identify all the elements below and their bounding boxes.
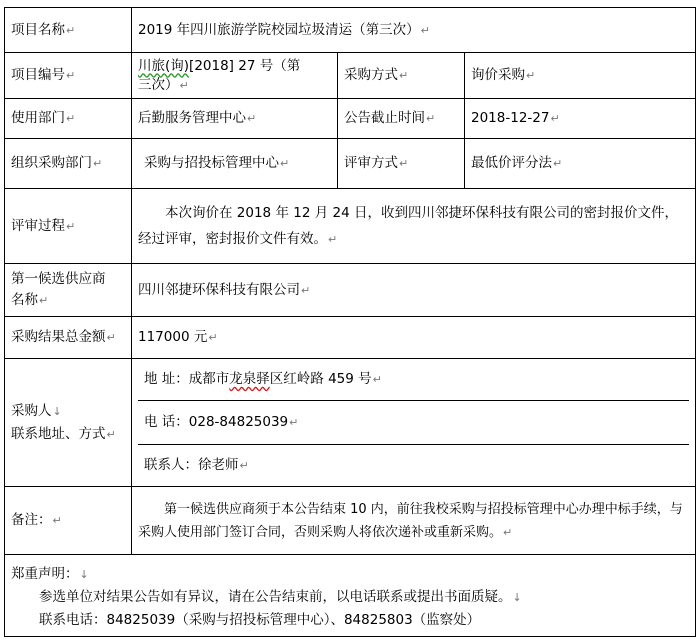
label-cell bbox=[5, 139, 132, 189]
declaration-text1: 参选单位对结果公告如有异议，请在公告结束前，以电话联系或提出书面质疑。 bbox=[39, 589, 512, 605]
phone-value: 电 话：028-84825039 bbox=[144, 414, 289, 430]
label-cell bbox=[338, 53, 465, 99]
paragraph-mark-icon: ↵ bbox=[553, 157, 563, 170]
declaration-text2: 联系电话：84825039（采购与招投标管理中心）、84825803（监察处） bbox=[39, 612, 481, 628]
department-label: 使用部门 bbox=[11, 110, 65, 126]
method-value: 询价采购 bbox=[471, 67, 525, 83]
supplier-label-line2: 名称 bbox=[11, 292, 38, 308]
row-amount bbox=[5, 317, 696, 359]
organizer-label: 组织采购部门 bbox=[11, 155, 92, 171]
supplier-label-line1: 第一候选供应商 bbox=[11, 271, 106, 287]
declaration-cell bbox=[5, 555, 696, 637]
value-cell bbox=[465, 99, 696, 139]
review-method-label: 评审方式 bbox=[344, 155, 398, 171]
deadline-label: 公告截止时间 bbox=[344, 110, 425, 126]
paragraph-mark-icon: ↵ bbox=[328, 232, 338, 246]
amount-value: 117000 元 bbox=[138, 329, 208, 345]
row-review-process bbox=[5, 189, 696, 264]
paragraph-mark-icon: ↵ bbox=[106, 427, 116, 441]
value-cell bbox=[132, 487, 696, 555]
paragraph-mark-icon: ↵ bbox=[247, 112, 257, 125]
value-cell bbox=[132, 139, 338, 189]
address-prefix: 地 址：成都市 bbox=[144, 371, 230, 387]
row-remark bbox=[5, 487, 696, 555]
declaration-line1 bbox=[11, 586, 689, 609]
paragraph-mark-icon: ↵ bbox=[301, 283, 311, 297]
row-project-name bbox=[5, 8, 696, 53]
remark-label: 备注： bbox=[11, 512, 52, 528]
review-process-value: 本次询价在 2018 年 12 月 24 日，收到四川邻捷环保科技有限公司的密封报价文件，经过评审，密封报价文件有效。 bbox=[138, 204, 678, 247]
address-line bbox=[138, 359, 689, 400]
label-cell bbox=[338, 139, 465, 189]
paragraph-mark-icon: ↵ bbox=[372, 373, 382, 386]
value-cell bbox=[465, 53, 696, 99]
row-project-no bbox=[5, 53, 696, 99]
paragraph-mark-icon: ↵ bbox=[66, 112, 76, 125]
review-process-label: 评审过程 bbox=[11, 217, 65, 234]
amount-label: 采购结果总金额 bbox=[11, 329, 106, 345]
paragraph-mark-icon: ↵ bbox=[289, 416, 299, 429]
paragraph-mark-icon: ↵ bbox=[503, 525, 513, 539]
label-cell bbox=[5, 99, 132, 139]
paragraph-mark-icon: ↵ bbox=[66, 219, 76, 233]
person-value: 联系人：徐老师 bbox=[144, 457, 239, 473]
label-cell bbox=[5, 487, 132, 555]
label-cell bbox=[5, 53, 132, 99]
review-method-value: 最低价评分法 bbox=[471, 155, 552, 171]
line-break-icon: ↓ bbox=[52, 404, 62, 418]
contact-subcells bbox=[132, 359, 696, 487]
paragraph-mark-icon: ↵ bbox=[93, 157, 103, 170]
paragraph-mark-icon: ↵ bbox=[179, 78, 189, 92]
phone-line bbox=[138, 400, 689, 444]
contact-label-line1: 采购人 bbox=[11, 402, 52, 419]
label-cell bbox=[5, 317, 132, 359]
value-cell bbox=[132, 264, 696, 317]
project-no-line2: 三次） bbox=[138, 76, 179, 93]
paragraph-mark-icon: ↵ bbox=[399, 157, 409, 170]
declaration-line2 bbox=[11, 609, 689, 631]
project-name-label: 项目名称 bbox=[11, 21, 65, 38]
label-cell bbox=[338, 99, 465, 139]
organizer-value: 采购与招投标管理中心 bbox=[144, 155, 279, 171]
contact-label-line2: 联系地址、方式 bbox=[11, 425, 106, 442]
paragraph-mark-icon: ↵ bbox=[239, 459, 249, 472]
paragraph-mark-icon: ↵ bbox=[208, 331, 218, 344]
paragraph-mark-icon: ↵ bbox=[66, 23, 76, 37]
project-no-rest: [2018] 27 号（第 bbox=[189, 57, 301, 74]
label-cell bbox=[5, 264, 132, 317]
label-cell bbox=[5, 8, 132, 53]
line-break-icon: ↓ bbox=[512, 591, 522, 604]
department-value: 后勤服务管理中心 bbox=[138, 110, 246, 126]
line-break-icon: ↓ bbox=[79, 568, 89, 581]
row-department bbox=[5, 99, 696, 139]
value-cell bbox=[465, 139, 696, 189]
project-name-value: 2019 年四川旅游学院校园垃圾清运（第三次） bbox=[138, 21, 420, 38]
remark-value: 第一候选供应商须于本公告结束 10 内，前往我校采购与招投标管理中心办理中标手续，与采购人使用部门签订合同，否则采购人将依次递补或重新采购。 bbox=[138, 501, 683, 540]
paragraph-mark-icon: ↵ bbox=[550, 112, 560, 125]
project-no-prefix: 川旅(询) bbox=[138, 57, 190, 74]
project-no-label: 项目编号 bbox=[11, 67, 65, 83]
row-organizer bbox=[5, 139, 696, 189]
label-cell bbox=[5, 189, 132, 264]
address-rest: 区红岭路 459 号 bbox=[269, 371, 372, 387]
paragraph-mark-icon: ↵ bbox=[526, 69, 536, 82]
value-cell bbox=[132, 53, 338, 99]
deadline-value: 2018-12-27 bbox=[471, 110, 550, 126]
value-cell bbox=[132, 189, 696, 264]
row-supplier bbox=[5, 264, 696, 317]
procurement-result-table bbox=[4, 7, 696, 637]
value-cell bbox=[132, 317, 696, 359]
paragraph-mark-icon: ↵ bbox=[420, 23, 430, 37]
method-label: 采购方式 bbox=[344, 67, 398, 83]
row-contact bbox=[5, 359, 696, 487]
paragraph-mark-icon: ↵ bbox=[399, 69, 409, 82]
value-cell bbox=[132, 99, 338, 139]
address-district: 龙泉驿 bbox=[229, 371, 270, 387]
person-line bbox=[138, 444, 689, 486]
value-cell bbox=[132, 8, 696, 53]
supplier-value: 四川邻捷环保科技有限公司 bbox=[138, 281, 300, 298]
paragraph-mark-icon: ↵ bbox=[426, 112, 436, 125]
paragraph-mark-icon: ↵ bbox=[52, 514, 62, 527]
paragraph-mark-icon: ↵ bbox=[280, 157, 290, 170]
row-declaration bbox=[5, 555, 696, 637]
paragraph-mark-icon: ↵ bbox=[39, 294, 49, 307]
paragraph-mark-icon: ↵ bbox=[106, 331, 116, 344]
paragraph-mark-icon: ↵ bbox=[66, 69, 76, 82]
declaration-title: 郑重声明： bbox=[11, 566, 79, 582]
declaration-title-line bbox=[11, 563, 689, 586]
label-cell bbox=[5, 359, 132, 487]
